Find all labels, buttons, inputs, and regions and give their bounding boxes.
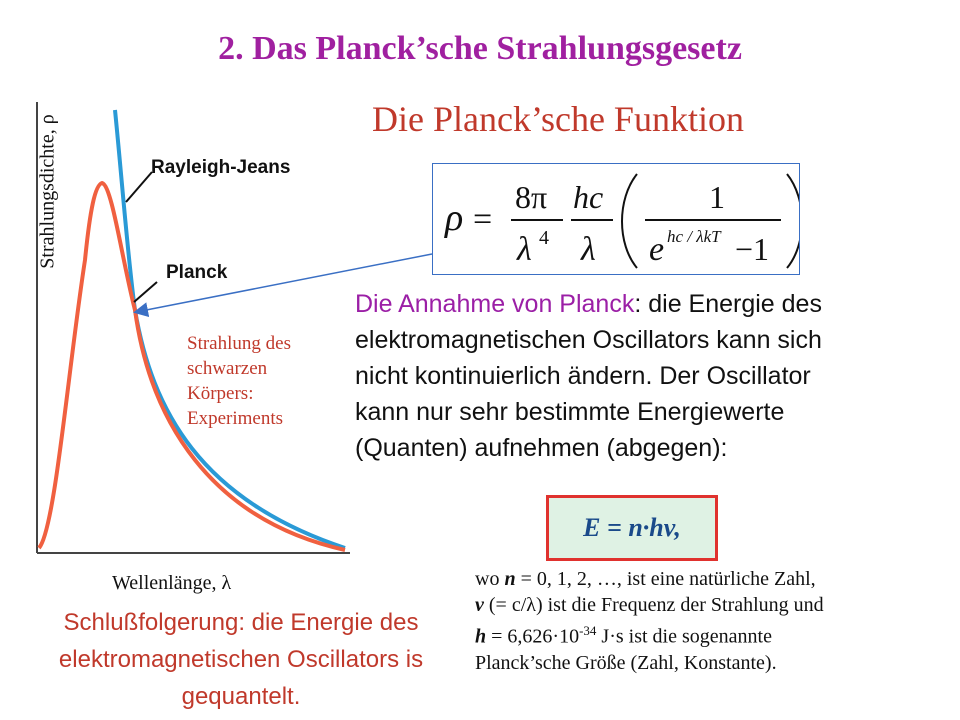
svg-text:1: 1 [709,179,725,215]
planck-assumption: Die Annahme von Planck: die Energie des elektromagnetischen Oscillators kann sich nicht kontinuierlich ändern. Der Oscillator kann nur sehr bestimmte Energiewerte (Quanten) aufnehmen (abgegen): [355,290,822,462]
svg-text:e: e [649,231,665,268]
section-subtitle: Die Planck’sche Funktion [372,99,744,139]
svg-text:λ: λ [517,231,532,268]
planck-label: Planck [166,262,228,283]
x-axis-label: Wellenlänge, λ [112,572,232,594]
y-axis-label: Strahlungsdichte, ρ [36,114,59,269]
svg-text:hc / λkT: hc / λkT [667,227,721,246]
blackbody-note: Strahlung des schwarzen Körpers: Experiments [187,333,291,429]
assumption-highlight: Die Annahme von Planck [355,290,635,318]
rayleigh-jeans-label: Rayleigh-Jeans [151,157,291,178]
conclusion-text: Schlußfolgerung: die Energie des elektromagnetischen Oscillators is gequantelt. [58,609,424,710]
svg-text:8π: 8π [515,179,548,215]
svg-text:ρ: ρ [445,197,464,239]
planck-formula [433,164,799,274]
svg-text:=: = [473,201,493,238]
variable-explanation: wo n = 0, 1, 2, …, ist eine natürliche Zahl, v (= c/λ) ist die Frequenz der Strahlung und $h = 6,626\cdot 10^{-34}$ J·s ist die sogenannte Planck’sche Größe (Zahl, Konstante). [475,568,824,674]
energy-formula-box [546,495,718,561]
planck-formula-box [432,163,800,275]
svg-text:4: 4 [539,227,549,249]
svg-text:λ: λ [581,231,596,268]
svg-text:hc: hc [573,179,604,215]
energy-formula: E = n·hv, [583,513,681,542]
svg-text:−1: −1 [735,231,770,267]
page-title: 2. Das Planck’sche Strahlungsgesetz [218,30,742,67]
